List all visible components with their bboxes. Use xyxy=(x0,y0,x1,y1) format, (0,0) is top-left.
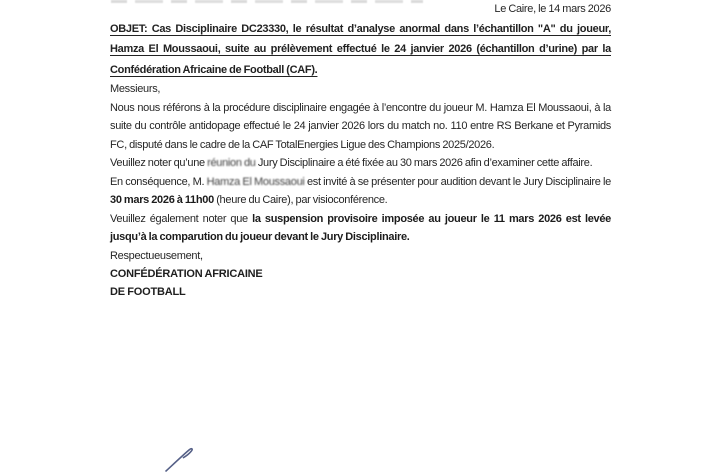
paragraph-text: Jury Disciplinaire a été fixée au 30 mars 2026 afin d’examiner cette affaire. xyxy=(255,157,593,169)
letter-content xyxy=(110,0,611,301)
smudged-player-name: Hamza El Moussaoui xyxy=(206,175,305,188)
bold-suspension-statement: la suspension provisoire imposée au joueur le 11 mars 2026 est levée jusqu’à la comparution du joueur devant le Jury Disciplinaire. xyxy=(110,212,612,243)
paragraph-text: Nous nous référons à la procédure disciplinaire engagée à l’encontre du joueur M. Hamza El Moussaoui, à la suite du contrôle antidopage effectué le 24 janvier 2026 lors du match no. 110 entre RS Berkane et Pyramids FC, disputé dans le cadre de la CAF TotalEnergies Ligue des Champions 2025/2026. xyxy=(110,101,611,151)
paragraph-procedure-reference xyxy=(110,99,611,155)
subject-line xyxy=(110,19,611,81)
paragraph-text: est invité à se présenter pour audition devant le Jury Disciplinaire le xyxy=(304,175,611,188)
paragraph-text: En conséquence, M. xyxy=(110,175,207,188)
paragraph-suspension-lifted xyxy=(110,210,611,247)
paragraph-audition-invitation xyxy=(110,173,611,210)
handwritten-signature-stroke xyxy=(163,446,209,472)
paragraph-text: (heure du Caire), par visioconférence. xyxy=(213,194,388,206)
bold-audition-datetime: 30 mars 2026 à 11h00 xyxy=(110,194,214,206)
subject-text: OBJET: Cas Disciplinaire DC23330, le résultat d’analyse anormal dans l’échantillon "A" du joueur, Hamza El Moussaoui, suite au prélèvement effectué le 24 janvier 2026 (échantillon d’urine) par la Confédération Africaine de Football (CAF). xyxy=(110,22,611,76)
signer-org-line2: DE FOOTBALL xyxy=(110,286,186,298)
paragraph-text: Veuillez également noter que xyxy=(110,212,253,225)
smudged-word: réunion du xyxy=(207,157,256,169)
signer-org-line1: CONFÉDÉRATION AFRICAINE xyxy=(110,268,263,280)
paragraph-text: Veuillez noter qu’une xyxy=(110,157,208,169)
paragraph-hearing-date xyxy=(110,154,611,173)
salutation: Messieurs, xyxy=(110,83,161,95)
closing-formula: Respectueusement, xyxy=(110,249,203,262)
place-date-line: Le Caire, le 14 mars 2026 xyxy=(494,3,611,15)
